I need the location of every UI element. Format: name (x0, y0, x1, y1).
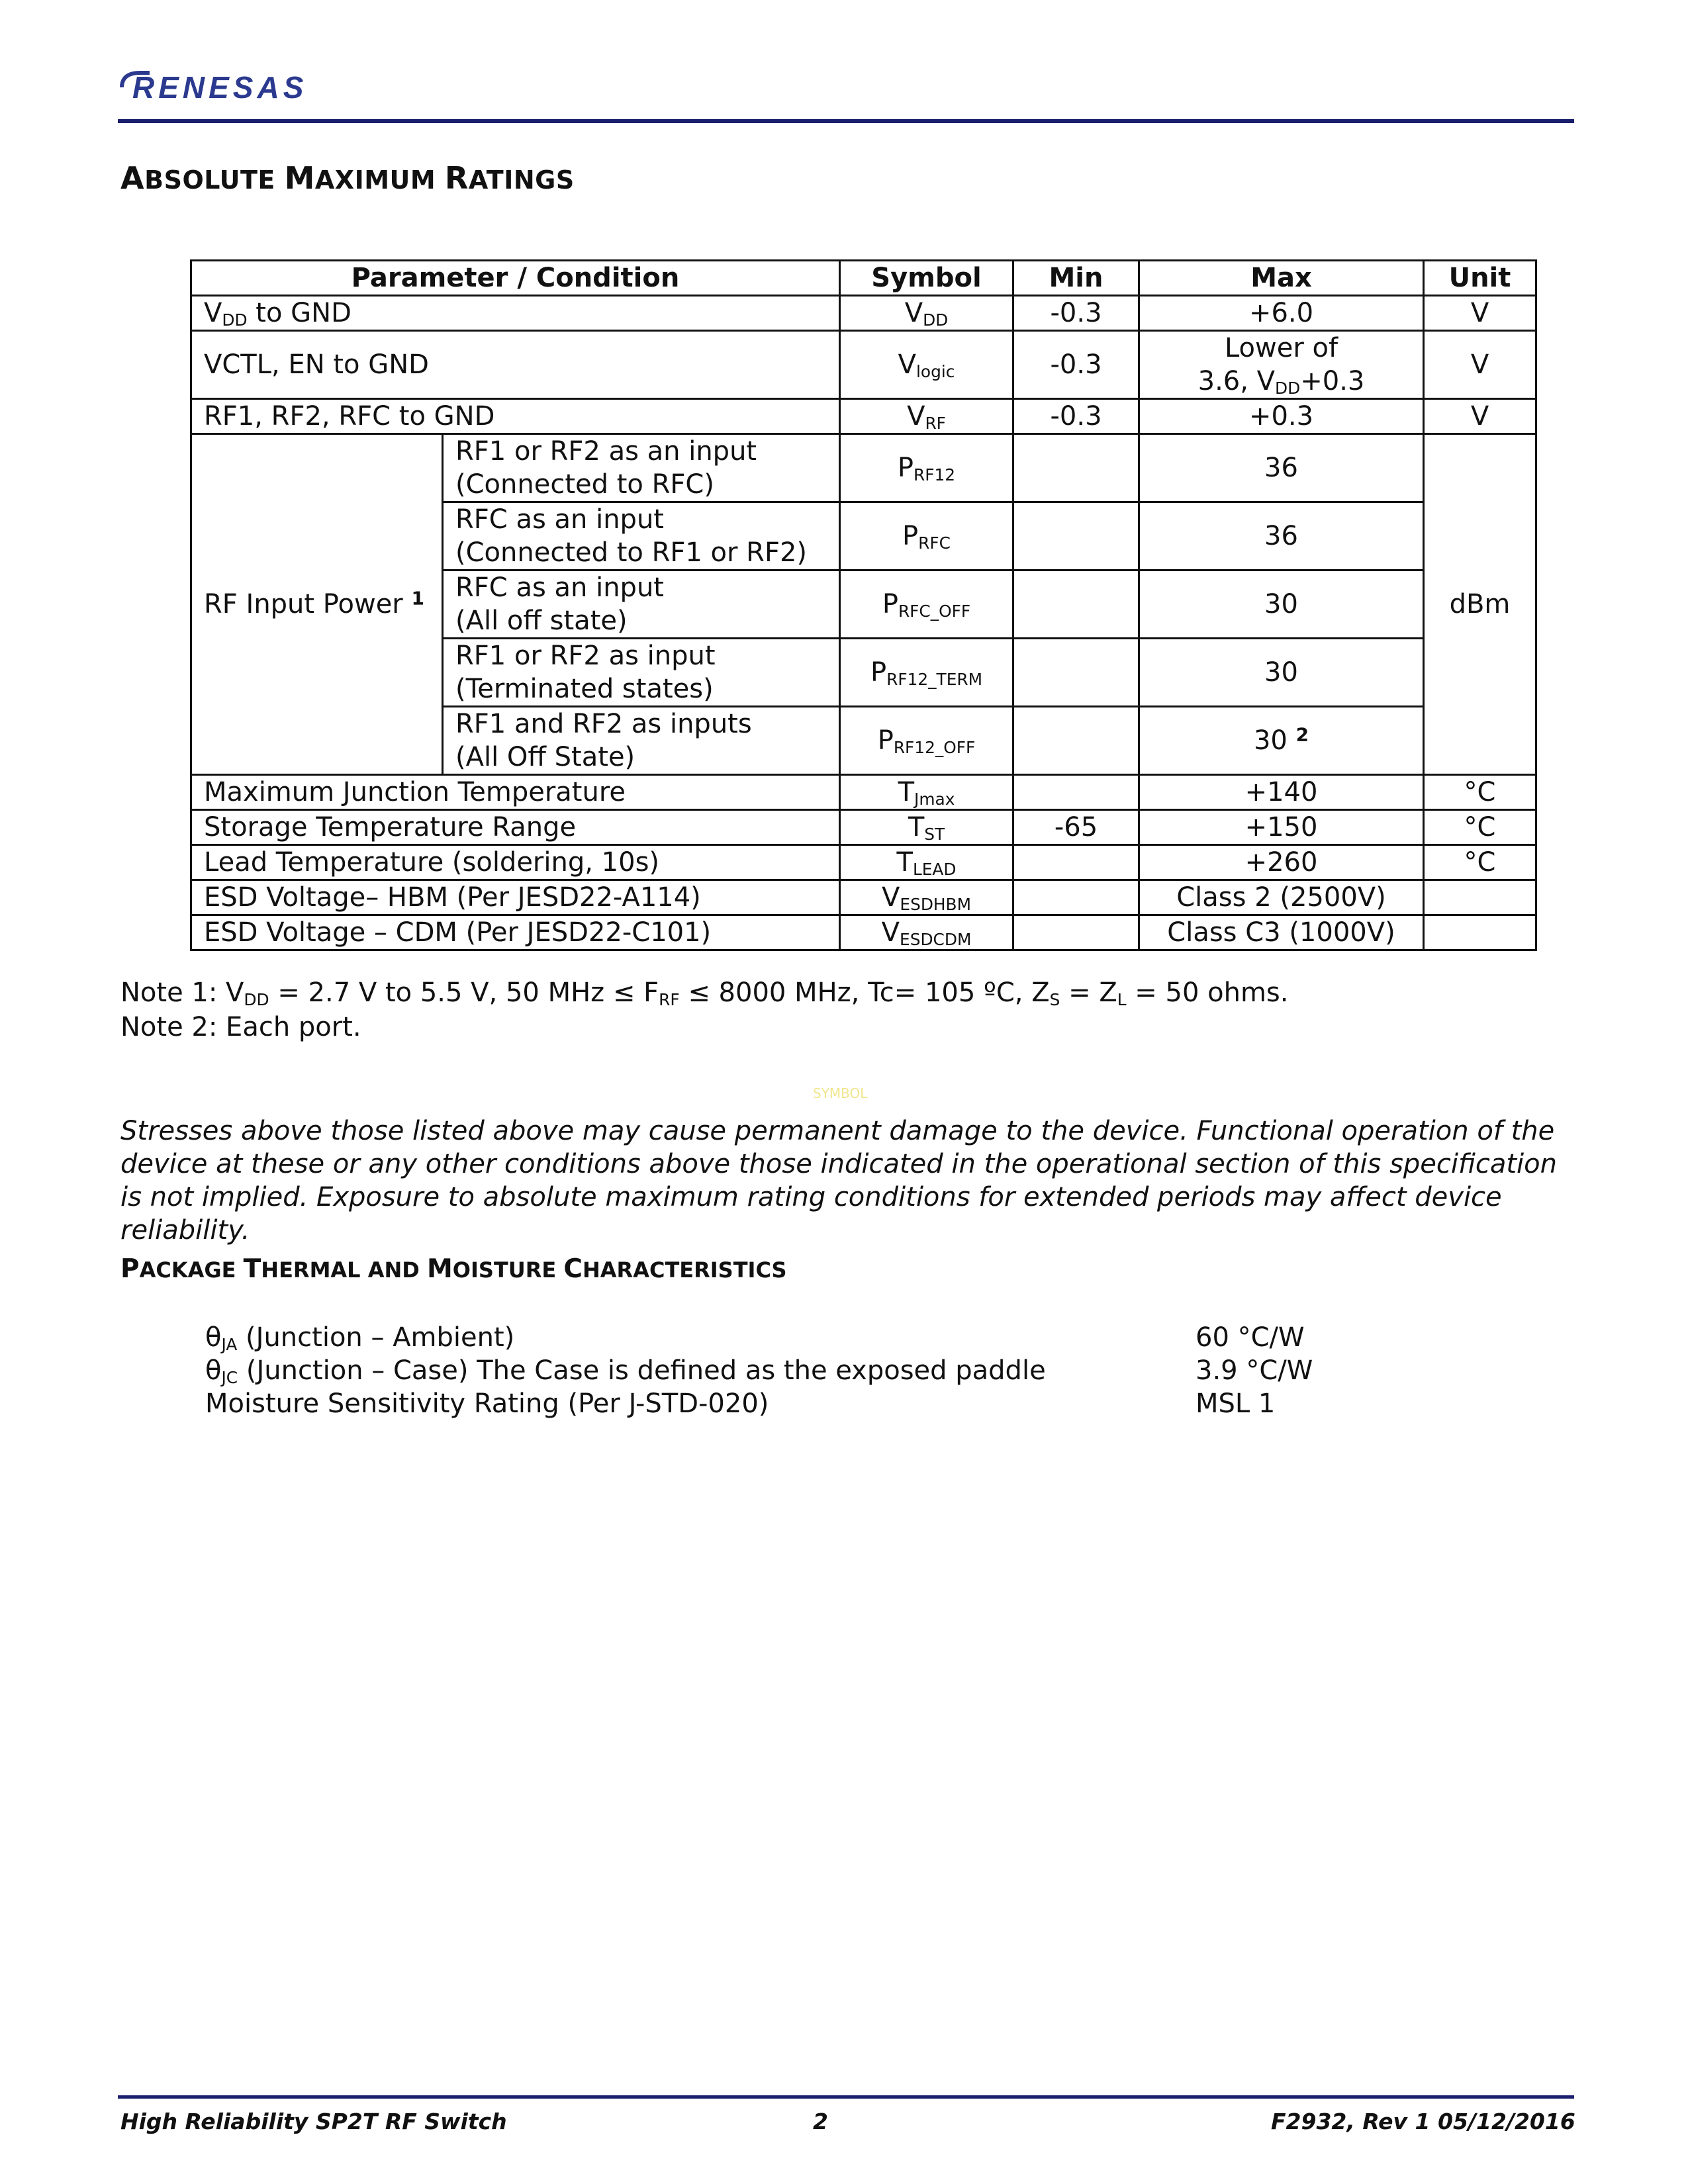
note-2: Note 2: Each port. (120, 1012, 361, 1042)
table-notes (120, 976, 1288, 1044)
symbol-cell: $T_{Jmax}$ (840, 775, 1013, 810)
table-row (191, 845, 1536, 880)
unit-cell: °C (1424, 775, 1536, 810)
footer-rule (118, 2095, 1574, 2099)
table-row (191, 880, 1536, 915)
min-cell: -0.3 (1013, 296, 1139, 331)
max-cell: 30 (1139, 570, 1424, 639)
max-cell: +6.0 (1139, 296, 1424, 331)
faint-stamp-text: SYMBOL (813, 1085, 868, 1101)
param-cell: ESD Voltage – CDM (Per JESD22-C101) (191, 915, 840, 950)
table-row (191, 331, 1536, 399)
footer-doc-title: High Reliability SP2T RF Switch (120, 2109, 507, 2134)
header-rule (118, 119, 1574, 123)
table-header-row (191, 261, 1536, 296)
thermal-value: 60 °C/W (1196, 1322, 1305, 1353)
thermal-section-title: PACKAGE THERMAL AND MOISTURE CHARACTERISTICS (120, 1254, 787, 1284)
param-cell: ESD Voltage– HBM (Per JESD22-A114) (191, 880, 840, 915)
min-cell: -0.3 (1013, 331, 1139, 399)
min-cell (1013, 775, 1139, 810)
param-cell: $V_{DD}$ to GND (191, 296, 840, 331)
param-cell: RF1, RF2, RFC to GND (191, 399, 840, 434)
table-row (191, 399, 1536, 434)
unit-cell: V (1424, 399, 1536, 434)
header-max: Max (1139, 261, 1424, 296)
max-cell: Lower of 3.6, $V_{DD}+0.3$ (1139, 331, 1424, 399)
unit-cell: V (1424, 331, 1536, 399)
min-cell (1013, 707, 1139, 775)
symbol-cell: $T_{LEAD}$ (840, 845, 1013, 880)
symbol-cell: $P_{RF12\_TERM}$ (840, 639, 1013, 707)
condition-cell: RF1 or RF2 as an input (Connected to RFC) (443, 434, 840, 502)
param-cell: VCTL, EN to GND (191, 331, 840, 399)
unit-cell: V (1424, 296, 1536, 331)
header-parameter: Parameter / Condition (191, 261, 840, 296)
stress-disclaimer: Stresses above those listed above may cause permanent damage to the device. Functional operation of the device at these or any other conditions above those indicated in the operational section of this specification is not implied. Exposure to absolute maximum rating conditions for extended periods may affect device reliability. (120, 1116, 1557, 1246)
condition-cell: RF1 and RF2 as inputs (All Off State) (443, 707, 840, 775)
symbol-cell: $P_{RFC}$ (840, 502, 1013, 570)
footer-revision: F2932, Rev 1 05/12/2016 (1271, 2109, 1575, 2134)
min-cell (1013, 502, 1139, 570)
unit-cell: °C (1424, 810, 1536, 845)
min-cell (1013, 915, 1139, 950)
renesas-logo-icon (118, 64, 363, 110)
symbol-cell: $V_{logic}$ (840, 331, 1013, 399)
max-cell: 36 (1139, 502, 1424, 570)
min-cell (1013, 639, 1139, 707)
thermal-value: 3.9 °C/W (1196, 1355, 1313, 1386)
absolute-maximum-ratings-table (190, 259, 1537, 951)
condition-cell: RFC as an input (Connected to RF1 or RF2) (443, 502, 840, 570)
header-unit: Unit (1424, 261, 1536, 296)
symbol-cell: $V_{DD}$ (840, 296, 1013, 331)
condition-cell: RF1 or RF2 as input (Terminated states) (443, 639, 840, 707)
list-item: $\theta_{JA}$ (Junction – Ambient) 60 °C/W (205, 1322, 1305, 1355)
symbol-cell: $P_{RF12\_OFF}$ (840, 707, 1013, 775)
symbol-cell: $T_{ST}$ (840, 810, 1013, 845)
param-cell: Maximum Junction Temperature (191, 775, 840, 810)
list-item: $\theta_{JC}$ (Junction – Case) The Case is defined as the exposed paddle 3.9 °C/W (205, 1355, 1313, 1388)
symbol-cell: $V_{ESDHBM}$ (840, 880, 1013, 915)
max-cell: Class 2 (2500V) (1139, 880, 1424, 915)
symbol-cell: $V_{ESDCDM}$ (840, 915, 1013, 950)
header-min: Min (1013, 261, 1139, 296)
max-cell: +0.3 (1139, 399, 1424, 434)
renesas-logo (118, 64, 363, 110)
thermal-value: MSL 1 (1196, 1388, 1276, 1419)
table-row (191, 434, 1536, 502)
condition-cell: RFC as an input (All off state) (443, 570, 840, 639)
list-item: Moisture Sensitivity Rating (Per J-STD-020) MSL 1 (205, 1388, 1276, 1419)
max-cell: +260 (1139, 845, 1424, 880)
min-cell (1013, 570, 1139, 639)
min-cell (1013, 434, 1139, 502)
symbol-cell: $P_{RFC\_OFF}$ (840, 570, 1013, 639)
footer-page-number: 2 (813, 2109, 828, 2134)
max-cell: +150 (1139, 810, 1424, 845)
min-cell: -0.3 (1013, 399, 1139, 434)
table-row (191, 296, 1536, 331)
symbol-cell: $V_{RF}$ (840, 399, 1013, 434)
table-row (191, 915, 1536, 950)
section-title: ABSOLUTE MAXIMUM RATINGS (120, 160, 575, 196)
param-cell: Storage Temperature Range (191, 810, 840, 845)
thermal-characteristics-list (205, 1321, 1463, 1420)
max-cell: +140 (1139, 775, 1424, 810)
table-row (191, 810, 1536, 845)
param-cell: Lead Temperature (soldering, 10s) (191, 845, 840, 880)
max-cell: 30 $^2$ (1139, 707, 1424, 775)
rf-input-power-label: RF Input Power $^1$ (191, 434, 443, 775)
min-cell: -65 (1013, 810, 1139, 845)
symbol-cell: $P_{RF12}$ (840, 434, 1013, 502)
brand-name: RENESAS (132, 70, 308, 105)
unit-cell: °C (1424, 845, 1536, 880)
min-cell (1013, 845, 1139, 880)
max-cell: Class C3 (1000V) (1139, 915, 1424, 950)
unit-cell (1424, 915, 1536, 950)
note-1: Note 1: $V_{DD} = 2.7$ V to 5.5 V, 50 MHz ≤ $F_{RF} \le 8000$ MHz, Tc= 105 ºC, $Z_S = Z_L = 50$ ohms. (120, 978, 1289, 1010)
unit-cell: dBm (1424, 434, 1536, 775)
table-row (191, 775, 1536, 810)
max-cell: 30 (1139, 639, 1424, 707)
header-symbol: Symbol (840, 261, 1013, 296)
max-cell: 36 (1139, 434, 1424, 502)
unit-cell (1424, 880, 1536, 915)
min-cell (1013, 880, 1139, 915)
